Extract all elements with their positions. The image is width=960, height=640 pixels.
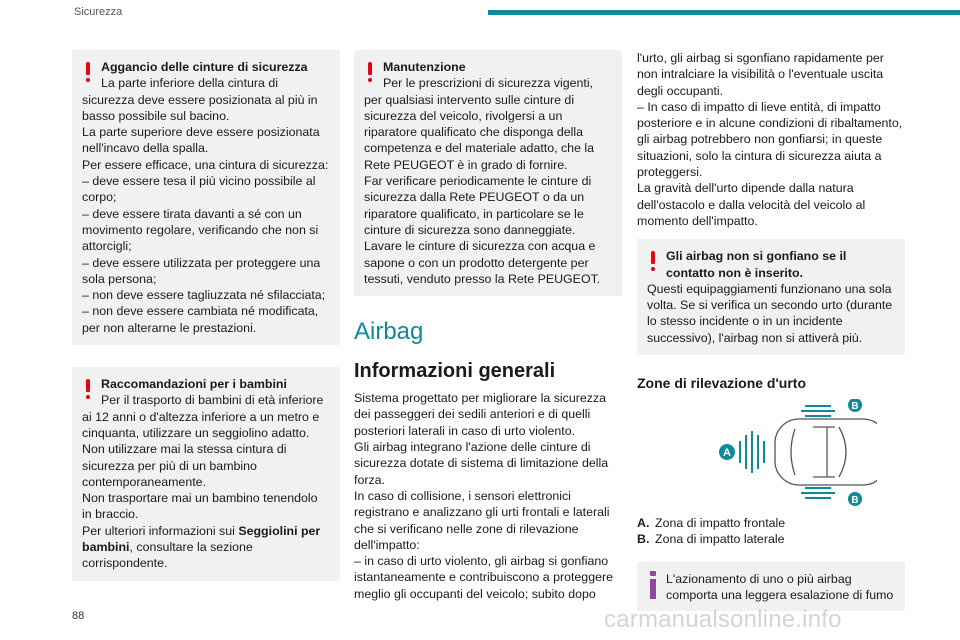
belt-box-line: – non deve essere tagliuzzata né sfilacciata; — [82, 288, 326, 303]
legend-key: B. — [637, 532, 650, 547]
side-impact-zone-top-icon — [801, 405, 835, 417]
belt-box-first-text: La parte inferiore della cintura di sicurezza deve essere posizionata al più in basso possibile sul bacino. — [82, 76, 318, 123]
front-zone-line — [745, 435, 747, 469]
children-box-first-text: Per il trasporto di bambini di età inferiore ai 12 anni o d'altezza inferiore a un metro e cinquanta, utilizzare un seggiolino adatto. — [82, 393, 324, 440]
info-box-text: L'azionamento di uno o più airbag comporta una leggera esalazione di fumo — [666, 571, 894, 602]
label-b-bottom: B — [851, 495, 859, 507]
zones-legend — [637, 515, 905, 548]
paragraph: – In caso di impatto di lieve entità, di impatto posteriore e in alcune condizioni di ribaltamento, gli airbag potrebbero non gonfiarsi; in queste situazioni, solo la cintura di sicurezza aiuta a proteggersi. — [637, 99, 903, 180]
warning-icon — [84, 62, 92, 82]
paragraph: Gli airbag integrano l'azione delle cinture di sicurezza dotate di sistema di limitazione della forza. — [354, 440, 609, 487]
front-zone-line — [757, 435, 759, 469]
general-info-body — [354, 390, 622, 602]
children-warning-box — [72, 367, 340, 581]
impact-zones-diagram — [677, 399, 877, 509]
car-side-lines — [813, 427, 835, 477]
children-box-reference — [82, 523, 330, 572]
header-accent-bar — [488, 10, 960, 15]
car-body-outline — [775, 419, 877, 485]
legend-item — [637, 531, 905, 547]
legend-item — [637, 515, 905, 531]
children-box-line: Non trasportare mai un bambino tenendolo in braccio. — [82, 491, 318, 522]
ref-suffix: , consultare la sezione corrispondente. — [82, 540, 253, 571]
info-icon — [649, 571, 657, 599]
maintenance-warning-box — [354, 50, 622, 296]
car-windshield — [791, 429, 795, 475]
belt-box-line: – deve essere tesa il più vicino possibile al corpo; — [82, 174, 316, 205]
ignition-warning-text: Questi equipaggiamenti funzionano una sola volta. Se si verifica un secondo urto (durante lo stesso incidente o in un incidente successivo), l'airbag non si attiverà più. — [647, 281, 893, 345]
legend-text: Zona di impatto frontale — [655, 516, 786, 531]
ref-link-child-seats: Seggiolini per bambini — [82, 523, 321, 555]
paragraph: l'urto, gli airbag si sgonfiano rapidamente per non intralciare la visibilità o l'eventuale uscita degli occupanti. — [637, 51, 884, 98]
side-zone-line — [801, 410, 835, 412]
side-zone-line — [801, 492, 835, 494]
maintenance-box-title: Manutenzione — [383, 60, 466, 74]
maintenance-box-first-text: Per le prescrizioni di sicurezza vigenti, per qualsiasi intervento sulle cinture di sicurezza del veicolo, rivolgersi a un riparatore qualificato che disponga della competenza e del materiale adatto, che la Rete PEUGEOT è in grado di fornire. — [364, 76, 595, 172]
side-impact-zone-bottom-icon — [801, 487, 835, 499]
belt-fastening-warning-box — [72, 50, 340, 345]
belt-box-line: – deve essere tirata davanti a sé con un movimento regolare, verificando che non si attorcigli; — [82, 206, 319, 254]
children-box-title: Raccomandazioni per i bambini — [101, 377, 287, 392]
belt-box-line: – deve essere utilizzata per proteggere una sola persona; — [82, 255, 321, 286]
paragraph: In caso di collisione, i sensori elettronici registrano e analizzano gli urti frontali e laterali che si verificano nelle zone di rilevazione dell'impatto: — [354, 488, 610, 552]
belt-box-line: Per essere efficace, una cintura di sicurezza: — [82, 157, 329, 172]
warning-icon — [84, 379, 92, 399]
front-zone-line — [751, 431, 753, 473]
car-rear-window — [839, 427, 846, 477]
legend-key: A. — [637, 516, 650, 531]
label-b-top: B — [851, 401, 859, 413]
column-right — [637, 50, 905, 611]
page-number: 88 — [72, 610, 85, 622]
continued-body — [637, 50, 905, 229]
front-zone-line — [763, 441, 765, 463]
ref-prefix: Per ulteriori informazioni sui — [82, 523, 239, 538]
children-box-line: Non utilizzare mai la stessa cintura di sicurezza per più di un bambino contemporaneamente. — [82, 442, 287, 489]
impact-zones-title: Zone di rilevazione d'urto — [637, 375, 807, 392]
maintenance-box-line: Far verificare periodicamente le cinture di sicurezza dalla Rete PEUGEOT o da un riparatore qualificato, in particolare se le cinture di sicurezza sono danneggiate. — [364, 174, 592, 237]
side-zone-line — [805, 487, 831, 489]
paragraph: – in caso di urto violento, gli airbag si gonfiano istantaneamente e contribuiscono a proteggere meglio gli occupanti del veicolo; subito dopo — [354, 554, 613, 601]
front-zone-line — [739, 441, 741, 463]
warning-icon — [649, 251, 657, 271]
belt-box-title: Aggancio delle cinture di sicurezza — [101, 60, 308, 74]
watermark-site: carmanualsonline.info — [604, 606, 842, 633]
header-section-title: Sicurezza — [74, 6, 123, 18]
column-left — [72, 50, 340, 581]
general-info-title: Informazioni generali — [354, 360, 556, 383]
paragraph: Sistema progettato per migliorare la sicurezza dei passeggeri dei sedili anteriori e di quelli posteriori laterali in caso di urto violento. — [354, 391, 607, 438]
car-top-view-icon — [775, 419, 877, 485]
ignition-warning-title: Gli airbag non si gonfiano se il contatto non è inserito. — [666, 249, 847, 280]
paragraph: La gravità dell'urto dipende dalla natura dell'ostacolo e dalla velocità del veicolo al momento dell'impatto. — [637, 181, 866, 228]
side-zone-line — [805, 405, 831, 407]
belt-box-line: La parte superiore deve essere posizionata nell'incavo della spalla. — [82, 125, 320, 156]
front-impact-zone-icon — [739, 431, 765, 473]
belt-box-line: – non deve essere cambiata né modificata, per non alterarne le prestazioni. — [82, 304, 319, 335]
smoke-info-box — [637, 562, 905, 612]
label-a: A — [723, 447, 731, 460]
column-middle — [354, 50, 622, 602]
airbag-ignition-warning-box — [637, 239, 905, 355]
maintenance-box-line: Lavare le cinture di sicurezza con acqua e sapone o con un prodotto detergente per tessuti, venduto presso la Rete PEUGEOT. — [364, 239, 601, 286]
side-zone-line — [805, 497, 831, 499]
airbag-section-title: Airbag — [354, 318, 424, 346]
warning-icon — [366, 62, 374, 82]
legend-text: Zona di impatto laterale — [655, 532, 785, 547]
side-zone-line — [805, 415, 831, 417]
